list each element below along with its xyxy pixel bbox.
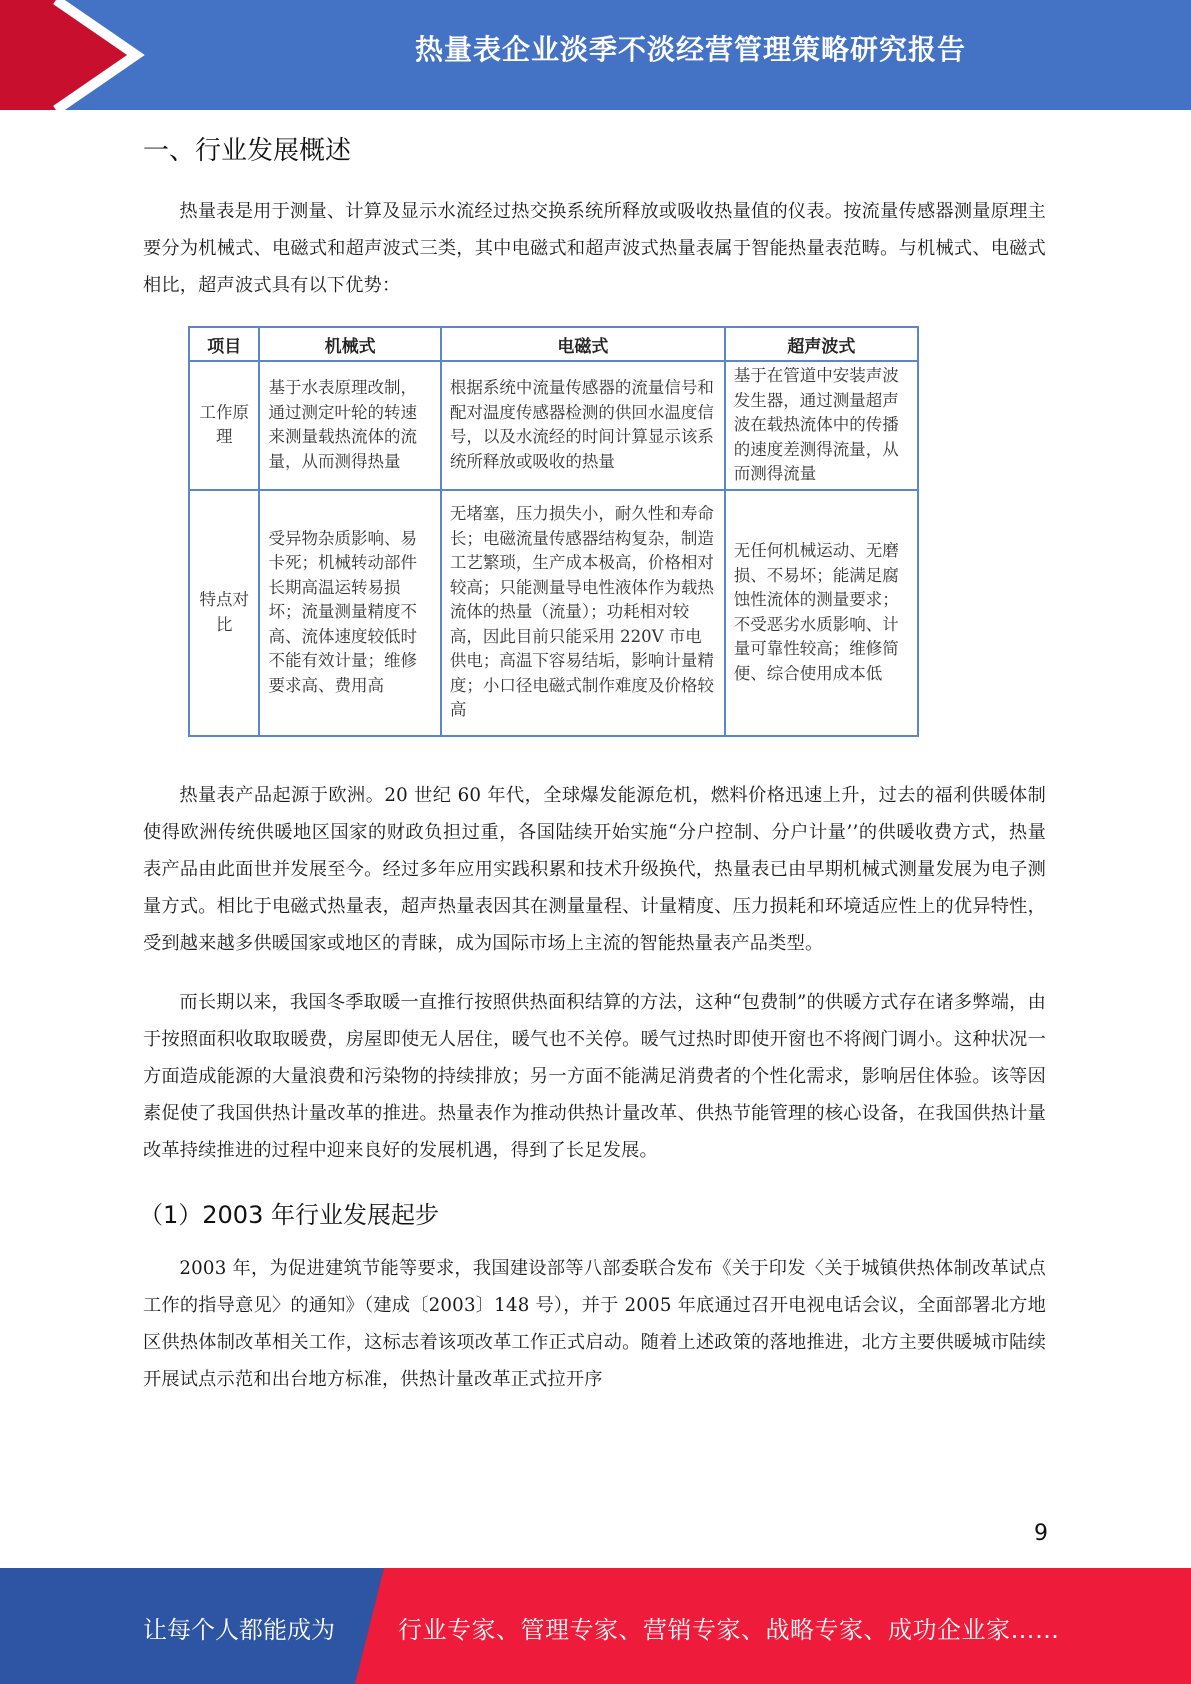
footer-slogan-left: 让每个人都能成为: [143, 1616, 335, 1644]
table-header-item: 项目: [189, 327, 259, 361]
table-cell: 根据系统中流量传感器的流量信号和配对温度传感器检测的供回水温度信号，以及水流经的时间计算显示该系统所释放或吸收的热量: [441, 361, 725, 490]
footer-slogan-right: 行业专家、管理专家、营销专家、战略专家、成功企业家……: [398, 1616, 1060, 1644]
table-header-row: [189, 327, 918, 361]
subsection-heading: （1）2003 年行业发展起步: [139, 1200, 439, 1229]
paragraph-origin: 热量表产品起源于欧洲。20 世纪 60 年代，全球爆发能源危机，燃料价格迅速上升，过去的福利供暖体制使得欧洲传统供暖地区国家的财政负担过重，各国陆续开始实施“分户控制、分户计量’’的供暖收费方式，热量表产品由此面世并发展至今。经过多年应用实践积累和技术升级换代，热量表已由早期机械式测量发展为电子测量方式。相比于电磁式热量表，超声热量表因其在测量量程、计量精度、压力损耗和环境适应性上的优异特性，受到越来越多供暖国家或地区的青睐，成为国际市场上主流的智能热量表产品类型。: [143, 784, 1046, 954]
page-content: [139, 130, 1046, 1420]
paragraph-2003: 2003 年，为促进建筑节能等要求，我国建设部等八部委联合发布《关于印发〈关于城镇供热体制改革试点工作的指导意见〉的通知》（建成〔2003〕148 号），并于 2005 年底通过召开电视电话会议，全面部署北方地区供热体制改革相关工作，这标志着该项改革工作正式启动。随着上述政策的落地推进，北方主要供暖城市陆续开展试点示范和出台地方标准，供热计量改革正式拉开序: [143, 1257, 1046, 1390]
row-label-principle: 工作原理: [189, 361, 259, 490]
comparison-table-wrapper: [188, 326, 1046, 737]
paragraph-intro: 热量表是用于测量、计算及显示水流经过热交换系统所释放或吸收热量值的仪表。按流量传感器测量原理主要分为机械式、电磁式和超声波式三类，其中电磁式和超声波式热量表属于智能热量表范畴。与机械式、电磁式相比，超声波式具有以下优势：: [143, 201, 1046, 296]
table-header-electromagnetic: 电磁式: [441, 327, 725, 361]
row-label-comparison: 特点对比: [189, 490, 259, 736]
document-title: 热量表企业淡季不淡经营管理策略研究报告: [414, 33, 966, 66]
paragraph-china: 而长期以来，我国冬季取暖一直推行按照供热面积结算的方法，这种“包费制”的供暖方式存在诸多弊端，由于按照面积收取取暖费，房屋即使无人居住，暖气也不关停。暖气过热时即使开窗也不将阀门调小。这种状况一方面造成能源的大量浪费和污染物的持续排放；另一方面不能满足消费者的个性化需求，影响居住体验。该等因素促使了我国供热计量改革的推进。热量表作为推动供热计量改革、供热节能管理的核心设备，在我国供热计量改革持续推进的过程中迎来良好的发展机遇，得到了长足发展。: [143, 991, 1046, 1161]
header-arrow-decoration: [0, 0, 160, 110]
table-cell: 基于水表原理改制，通过测定叶轮的转速来测量载热流体的流量，从而测得热量: [259, 361, 440, 490]
table-header-ultrasonic: 超声波式: [725, 327, 918, 361]
table-header-mechanical: 机械式: [259, 327, 440, 361]
page-number: 9: [1034, 1521, 1048, 1546]
section-heading: 一、行业发展概述: [143, 136, 352, 166]
table-cell: 无堵塞，压力损失小，耐久性和寿命长；电磁流量传感器结构复杂，制造工艺繁琐，生产成本极高，价格相对较高；只能测量导电性液体作为载热流体的热量（流量）；功耗相对较高，因此目前只能采用 220V 市电供电；高温下容易结垢，影响计量精度；小口径电磁式制作难度及价格较高: [441, 490, 725, 736]
page-footer: [0, 1568, 1191, 1684]
table-row: [189, 361, 918, 490]
table-cell: 受异物杂质影响、易卡死；机械转动部件长期高温运转易损坏；流量测量精度不高、流体速度较低时不能有效计量；维修要求高、费用高: [259, 490, 440, 736]
comparison-table: [188, 326, 919, 737]
table-row: [189, 490, 918, 736]
page-header: [0, 0, 1191, 110]
table-cell: 无任何机械运动、无磨损、不易坏；能满足腐蚀性流体的测量要求；不受恶劣水质影响、计量可靠性较高；维修简便、综合使用成本低: [725, 490, 918, 736]
table-cell: 基于在管道中安装声波发生器，通过测量超声波在载热流体中的传播的速度差测得流量，从而测得流量: [725, 361, 918, 490]
